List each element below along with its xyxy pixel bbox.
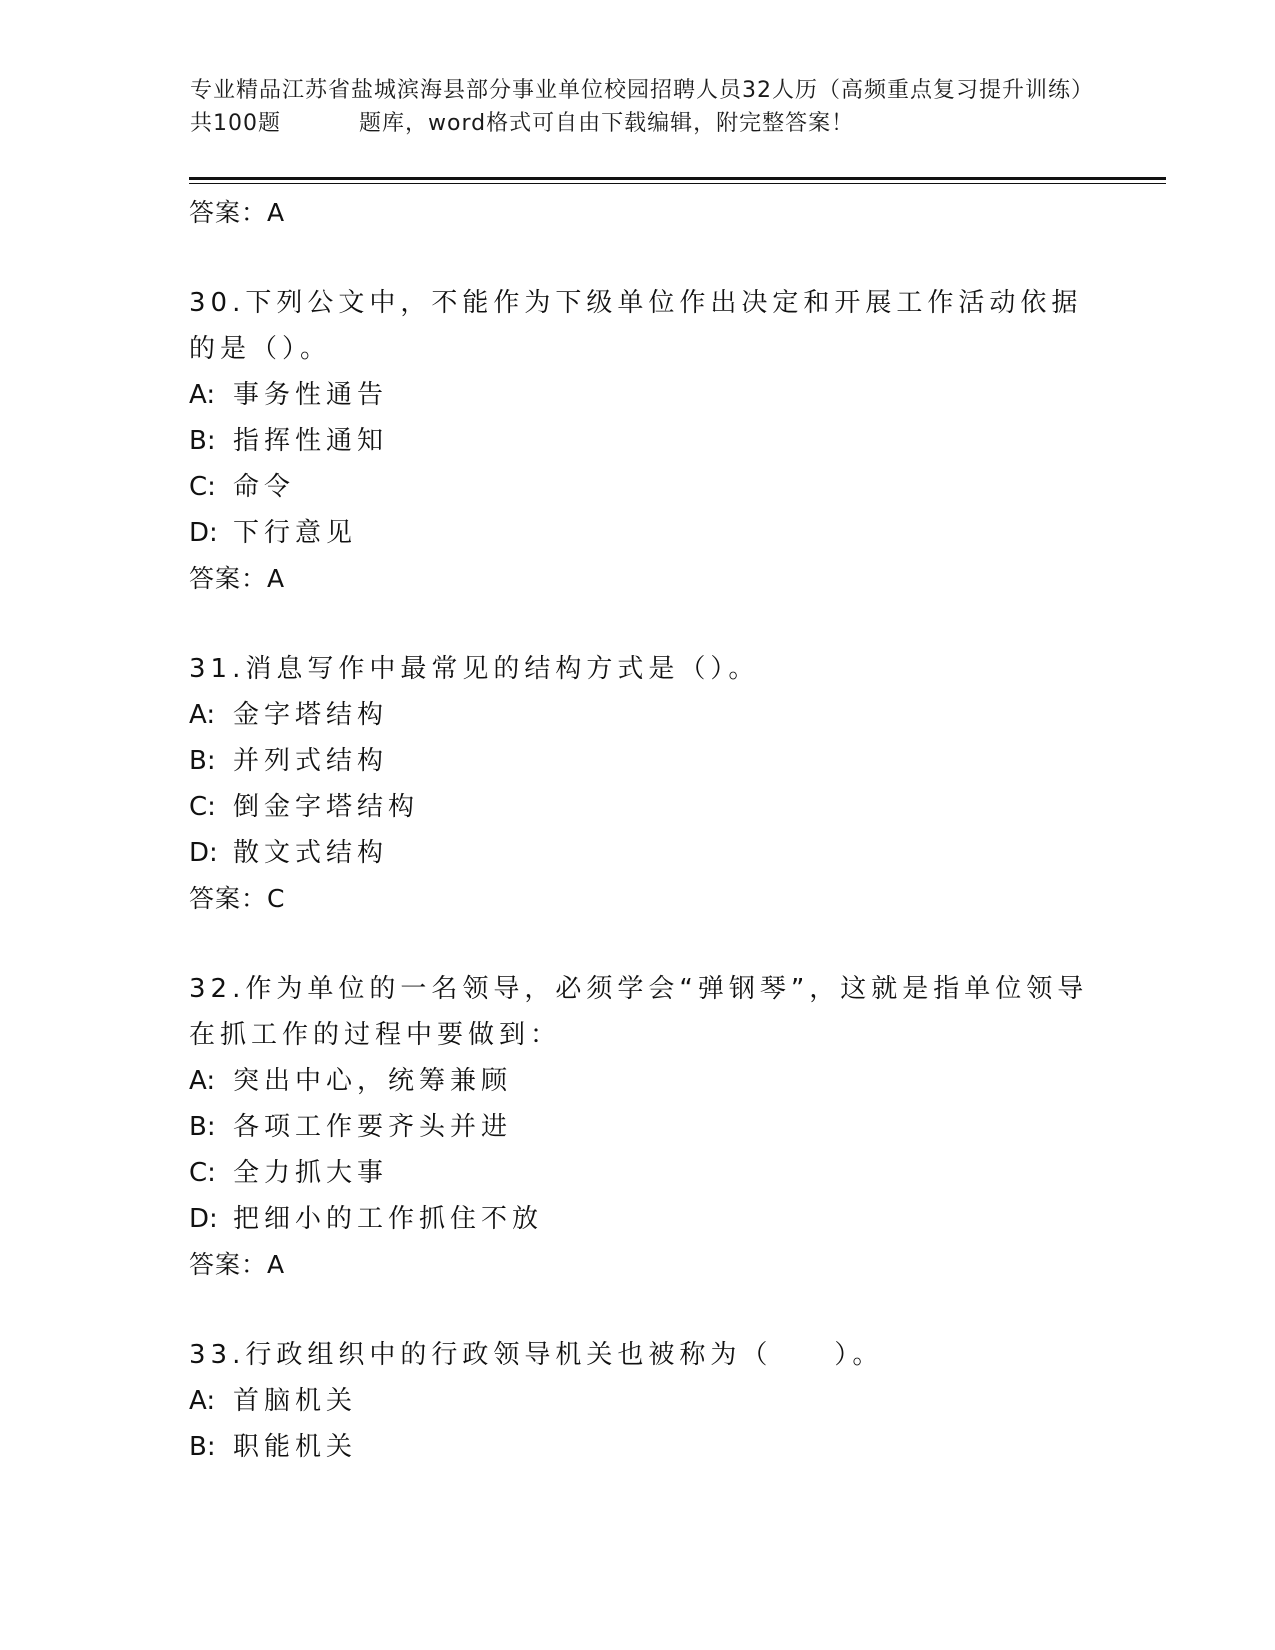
answer-line: 答案：A: [189, 564, 286, 593]
option-text: 散文式结构: [233, 838, 389, 868]
question-text: 31.消息写作中最常见的结构方式是（）。: [189, 654, 760, 684]
answer-line: 答案：C: [189, 884, 286, 913]
answer-line: 答案：A: [189, 198, 286, 227]
option-letter: D:: [189, 518, 218, 548]
option-text: 命令: [233, 472, 296, 502]
option-c: [189, 784, 1089, 830]
question-30: [189, 280, 1089, 602]
option-text: 全力抓大事: [233, 1158, 389, 1188]
option-letter: B:: [189, 1432, 216, 1462]
option-letter: B:: [189, 426, 216, 456]
option-d: [189, 830, 1089, 876]
question-31: [189, 646, 1089, 922]
option-text: 金字塔结构: [233, 700, 389, 730]
option-text: 并列式结构: [233, 746, 389, 776]
header-title-part2: 题库，word格式可自由下载编辑，附完整答案！: [359, 111, 855, 136]
question-text: 32.作为单位的一名领导，必须学会“弹钢琴”，这就是指单位领导在抓工作的过程中要做到：: [189, 974, 1089, 1050]
option-letter: C:: [189, 1158, 216, 1188]
question-32: [189, 966, 1089, 1288]
option-a: [189, 692, 1089, 738]
option-letter: A:: [189, 700, 216, 730]
option-letter: A:: [189, 1066, 216, 1096]
document-header: [190, 74, 1090, 140]
header-divider-thin: [189, 183, 1166, 184]
option-b: [189, 738, 1089, 784]
option-text: 下行意见: [233, 518, 358, 548]
header-title-part1: 专业精品江苏省盐城滨海县部分事业单位校园招聘人员32人历（高频重点复习提升训练）共100题: [190, 78, 1083, 136]
option-letter: B:: [189, 746, 216, 776]
option-c: [189, 1150, 1089, 1196]
option-text: 倒金字塔结构: [233, 792, 420, 822]
header-divider-thick: [189, 177, 1166, 180]
option-a: [189, 372, 1089, 418]
option-b: [189, 1104, 1089, 1150]
option-text: 首脑机关: [233, 1386, 358, 1416]
option-text: 各项工作要齐头并进: [233, 1112, 513, 1142]
option-letter: C:: [189, 792, 216, 822]
answer-line: 答案：A: [189, 1250, 286, 1279]
option-letter: D:: [189, 838, 218, 868]
question-text: 30.下列公文中，不能作为下级单位作出决定和开展工作活动依据的是（）。: [189, 288, 1083, 364]
option-b: [189, 418, 1089, 464]
option-a: [189, 1378, 1089, 1424]
option-text: 突出中心，统筹兼顾: [233, 1066, 513, 1096]
option-letter: D:: [189, 1204, 218, 1234]
option-text: 把细小的工作抓住不放: [233, 1204, 544, 1234]
option-letter: C:: [189, 472, 216, 502]
option-letter: A:: [189, 380, 216, 410]
option-b: [189, 1424, 1089, 1470]
option-letter: A:: [189, 1386, 216, 1416]
option-d: [189, 510, 1089, 556]
option-text: 指挥性通知: [233, 426, 389, 456]
option-a: [189, 1058, 1089, 1104]
question-list: [189, 190, 1089, 1470]
option-d: [189, 1196, 1089, 1242]
option-c: [189, 464, 1089, 510]
option-text: 职能机关: [233, 1432, 358, 1462]
option-text: 事务性通告: [233, 380, 389, 410]
option-letter: B:: [189, 1112, 216, 1142]
question-33: [189, 1332, 1089, 1470]
question-text: 33.行政组织中的行政领导机关也被称为（ ）。: [189, 1340, 884, 1370]
